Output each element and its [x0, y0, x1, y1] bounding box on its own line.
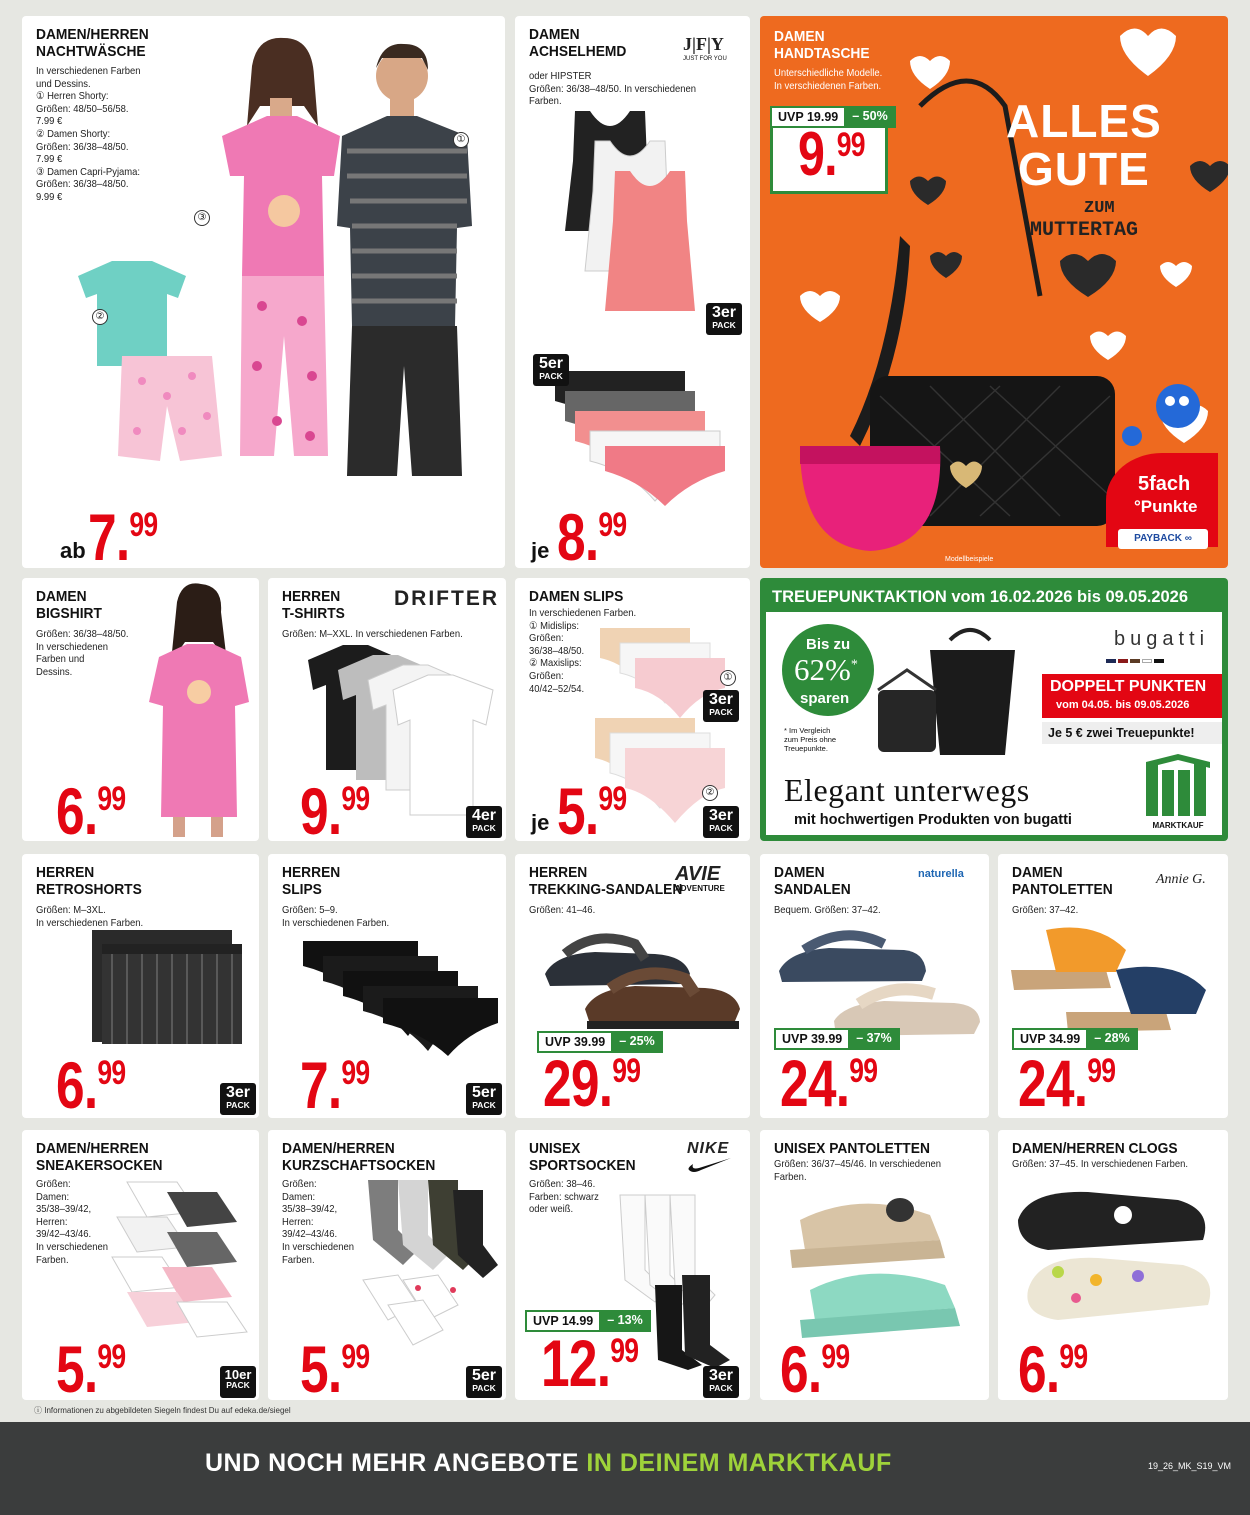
product-description: In verschiedenen Farben und Dessins. ① Herren Shorty: Größen: 48/50–56/58. 7.99 € ② Damen Shorty: Größen: 36/38–48/50. 7.99 € ③ Damen Capri-Pyjama: Größen: 36/38–48/50. 9.99 € [36, 65, 141, 203]
uvp-discount-badge: UVP 19.99 – 50% [770, 106, 896, 128]
product-description: Größen: M–XXL. In verschiedenen Farben. [282, 628, 463, 640]
product-cell-damen-slips[interactable] [515, 578, 750, 841]
product-title: UNISEX SPORTSOCKEN [529, 1140, 636, 1174]
pack-badge: 3er PACK [703, 690, 739, 722]
muttertag-headline-4: MUTTERTAG [1030, 219, 1139, 242]
price-prefix: ab [60, 538, 86, 563]
tanktops-image [535, 101, 735, 511]
uvp-discount-badge: UVP 39.99 – 25% [537, 1031, 663, 1053]
price: 7.99 [300, 1048, 370, 1118]
brand-logo-drifter: DRIFTER [394, 587, 499, 610]
brand-logo-jfy: J|F|Y [683, 34, 724, 54]
product-cell-sportsocken[interactable] [515, 1130, 750, 1400]
price: 24.99 [780, 1046, 878, 1118]
product-description: Größen: Damen: 35/38–39/42, Herren: 39/42–43/46. In verschiedenen Farben. [282, 1178, 354, 1266]
pack-badge: 5er PACK [533, 354, 569, 386]
doppelt-punkten-text: DOPPELT PUNKTEN [1050, 678, 1207, 695]
brand-logo-avie: AVIE [675, 863, 721, 885]
retroshorts-image [82, 924, 252, 1049]
price: 29.99 [543, 1046, 641, 1118]
bugatti-bags-image [870, 620, 1020, 760]
product-cell-trekking-sandalen[interactable] [515, 854, 750, 1118]
product-description: Bequem. Größen: 37–42. [774, 904, 881, 916]
model-note: Modellbeispiele [945, 556, 994, 563]
product-description: Größen: 38–46. Farben: schwarz oder weiß. [529, 1178, 599, 1216]
product-cell-achselhemd[interactable] [515, 16, 750, 568]
product-cell-damen-pantoletten[interactable] [998, 854, 1228, 1118]
product-description: Größen: 36/38–48/50. In verschiedenen Farben und Dessins. [36, 628, 129, 678]
uvp-discount-badge: UVP 39.99 – 37% [774, 1028, 900, 1050]
muttertag-headline-3: ZUM [1084, 199, 1115, 218]
bugatti-logo: bugatti [1114, 628, 1210, 650]
price: 7.99 [88, 500, 158, 568]
product-title: HERREN RETROSHORTS [36, 864, 142, 898]
doppelt-punkten-dates: vom 04.05. bis 09.05.2026 [1056, 699, 1190, 711]
pack-badge: 3er PACK [703, 806, 739, 838]
product-title: DAMEN HANDTASCHE [774, 28, 870, 62]
product-description: Größen: 37–45. In verschiedenen Farben. [1012, 1158, 1188, 1170]
marktkauf-logo [1142, 754, 1214, 830]
product-description: In verschiedenen Farben. ① Midislips: Größen: 36/38–48/50. ② Maxislips: Größen: 40/42–52/54. [529, 607, 637, 695]
product-title: DAMEN/HERREN KURZSCHAFTSOCKEN [282, 1140, 436, 1174]
product-title: DAMEN/HERREN SNEAKERSOCKEN [36, 1140, 163, 1174]
product-cell-handtasche[interactable] [760, 16, 1228, 568]
pack-badge: 3er PACK [703, 1366, 739, 1398]
product-title: HERREN SLIPS [282, 864, 341, 898]
sneakersocken-image [107, 1172, 257, 1342]
savings-percent: 62%* [794, 652, 858, 687]
product-cell-unisex-pantoletten[interactable] [760, 1130, 989, 1400]
price: 6.99 [780, 1332, 850, 1400]
product-title: DAMEN PANTOLETTEN [1012, 864, 1113, 898]
product-cell-retroshorts[interactable] [22, 854, 259, 1118]
price-prefix: je [531, 810, 550, 835]
product-description: Größen: 37–42. [1012, 904, 1079, 916]
product-title: DAMEN BIGSHIRT [36, 588, 102, 622]
price-prefix: je [531, 538, 550, 563]
product-cell-clogs[interactable] [998, 1130, 1228, 1400]
uvp-discount-badge: UVP 14.99 – 13% [525, 1310, 651, 1332]
unisex-pantoletten-image [780, 1180, 980, 1340]
pack-badge: 3er PACK [220, 1083, 256, 1115]
product-cell-herren-slips[interactable] [268, 854, 506, 1118]
price: 24.99 [1018, 1046, 1116, 1118]
product-description: Größen: M–3XL. In verschiedenen Farben. [36, 904, 144, 929]
brand-logo-annie-g: Annie G. [1156, 872, 1206, 887]
pack-badge: 4er PACK [466, 806, 502, 838]
treuepunkte-note: Je 5 € zwei Treuepunkte! [1048, 726, 1195, 740]
price: 12.99 [541, 1326, 639, 1400]
pyjama-image [72, 36, 492, 516]
price: 8.99 [557, 500, 627, 568]
price: 6.99 [56, 774, 126, 841]
callout-1: ① [453, 132, 469, 148]
product-cell-sneakersocken[interactable] [22, 1130, 259, 1400]
nike-swoosh-icon [687, 1158, 733, 1174]
price: 6.99 [1018, 1332, 1088, 1400]
price: 5.99 [557, 774, 627, 841]
kurzschaftsocken-image [358, 1170, 498, 1350]
price: 5.99 [56, 1332, 126, 1400]
callout-2: ② [92, 309, 108, 325]
callout-3: ③ [194, 210, 210, 226]
payback-points-line2: °Punkte [1134, 497, 1198, 516]
savings-line3: sparen [800, 690, 850, 707]
clogs-image [1008, 1180, 1223, 1340]
treuepunkt-promo[interactable] [760, 578, 1228, 841]
footer-headline: UND NOCH MEHR ANGEBOTE IN DEINEM MARKTKAUF [205, 1449, 892, 1477]
muttertag-headline-2: GUTE [1018, 143, 1150, 195]
product-title: HERREN TREKKING-SANDALEN [529, 864, 683, 898]
promo-header: TREUEPUNKTAKTION vom 16.02.2026 bis 09.05.2026 [772, 588, 1189, 606]
payback-logo: PAYBACK ∞ [1118, 529, 1208, 549]
price: 6.99 [56, 1048, 126, 1118]
promo-footnote: * Im Vergleich zum Preis ohne Treuepunkte. [784, 726, 837, 753]
herren-slips-image [298, 936, 503, 1056]
price: 9.99 [798, 120, 865, 189]
pack-badge: 3er PACK [706, 303, 742, 335]
trekking-sandals-image [535, 924, 745, 1034]
price: 5.99 [300, 1332, 370, 1400]
product-title: DAMEN/HERREN NACHTWÄSCHE [36, 26, 149, 60]
product-cell-kurzschaftsocken[interactable] [268, 1130, 506, 1400]
color-swatches [1106, 659, 1164, 663]
product-cell-bigshirt[interactable] [22, 578, 259, 841]
marktkauf-logo-text: MARKTKAUF [1152, 821, 1204, 830]
footer-code: 19_26_MK_S19_VM [1148, 1461, 1232, 1471]
bigshirt-image [137, 582, 257, 837]
marktkauf-logo-icon [1142, 754, 1214, 816]
product-description: Unterschiedliche Modelle. In verschiedenen Farben. [774, 67, 883, 92]
callout-2: ② [702, 785, 718, 801]
product-title: DAMEN SANDALEN [774, 864, 851, 898]
pack-badge: 5er PACK [466, 1366, 502, 1398]
product-title: DAMEN SLIPS [529, 588, 624, 605]
callout-1: ① [720, 670, 736, 686]
pack-badge: 10er PACK [220, 1366, 256, 1398]
product-title: UNISEX PANTOLETTEN [774, 1140, 930, 1157]
brand-subline: ADVENTURE [675, 884, 725, 893]
elegant-subline: mit hochwertigen Produkten von bugatti [794, 812, 1072, 828]
product-cell-damen-sandalen[interactable] [760, 854, 989, 1118]
payback-points-line1: 5fach [1138, 473, 1191, 495]
uvp-discount-badge: UVP 34.99 – 28% [1012, 1028, 1138, 1050]
brand-subline: JUST FOR YOU [683, 56, 727, 62]
product-description: Größen: 36/37–45/46. In verschiedenen Farben. [774, 1158, 942, 1183]
product-title: HERREN T-SHIRTS [282, 588, 345, 622]
price: 9.99 [300, 774, 370, 841]
savings-line1: Bis zu [806, 636, 851, 653]
pack-badge: 5er PACK [466, 1083, 502, 1115]
product-cell-tshirts[interactable] [268, 578, 506, 841]
product-cell-nachtwaesche[interactable] [22, 16, 505, 568]
product-title: DAMEN ACHSELHEMD [529, 26, 627, 60]
elegant-headline: Elegant unterwegs [784, 772, 1030, 808]
product-title: DAMEN/HERREN CLOGS [1012, 1140, 1178, 1157]
siegel-info-note: ⓘ Informationen zu abgebildeten Siegeln findest Du auf edeka.de/siegel [34, 1406, 291, 1415]
muttertag-headline-1: ALLES [1006, 95, 1162, 147]
product-description: Größen: 5–9. In verschiedenen Farben. [282, 904, 390, 929]
brand-logo-nike: NIKE [687, 1140, 730, 1157]
product-description: oder HIPSTER Größen: 36/38–48/50. In verschiedenen Farben. [529, 70, 697, 108]
brand-logo-naturella: naturella [918, 868, 964, 880]
product-description: Größen: 41–46. [529, 904, 596, 916]
product-description: Größen: Damen: 35/38–39/42, Herren: 39/42–43/46. In verschiedenen Farben. [36, 1178, 108, 1266]
pantoletten-image [1006, 920, 1221, 1040]
